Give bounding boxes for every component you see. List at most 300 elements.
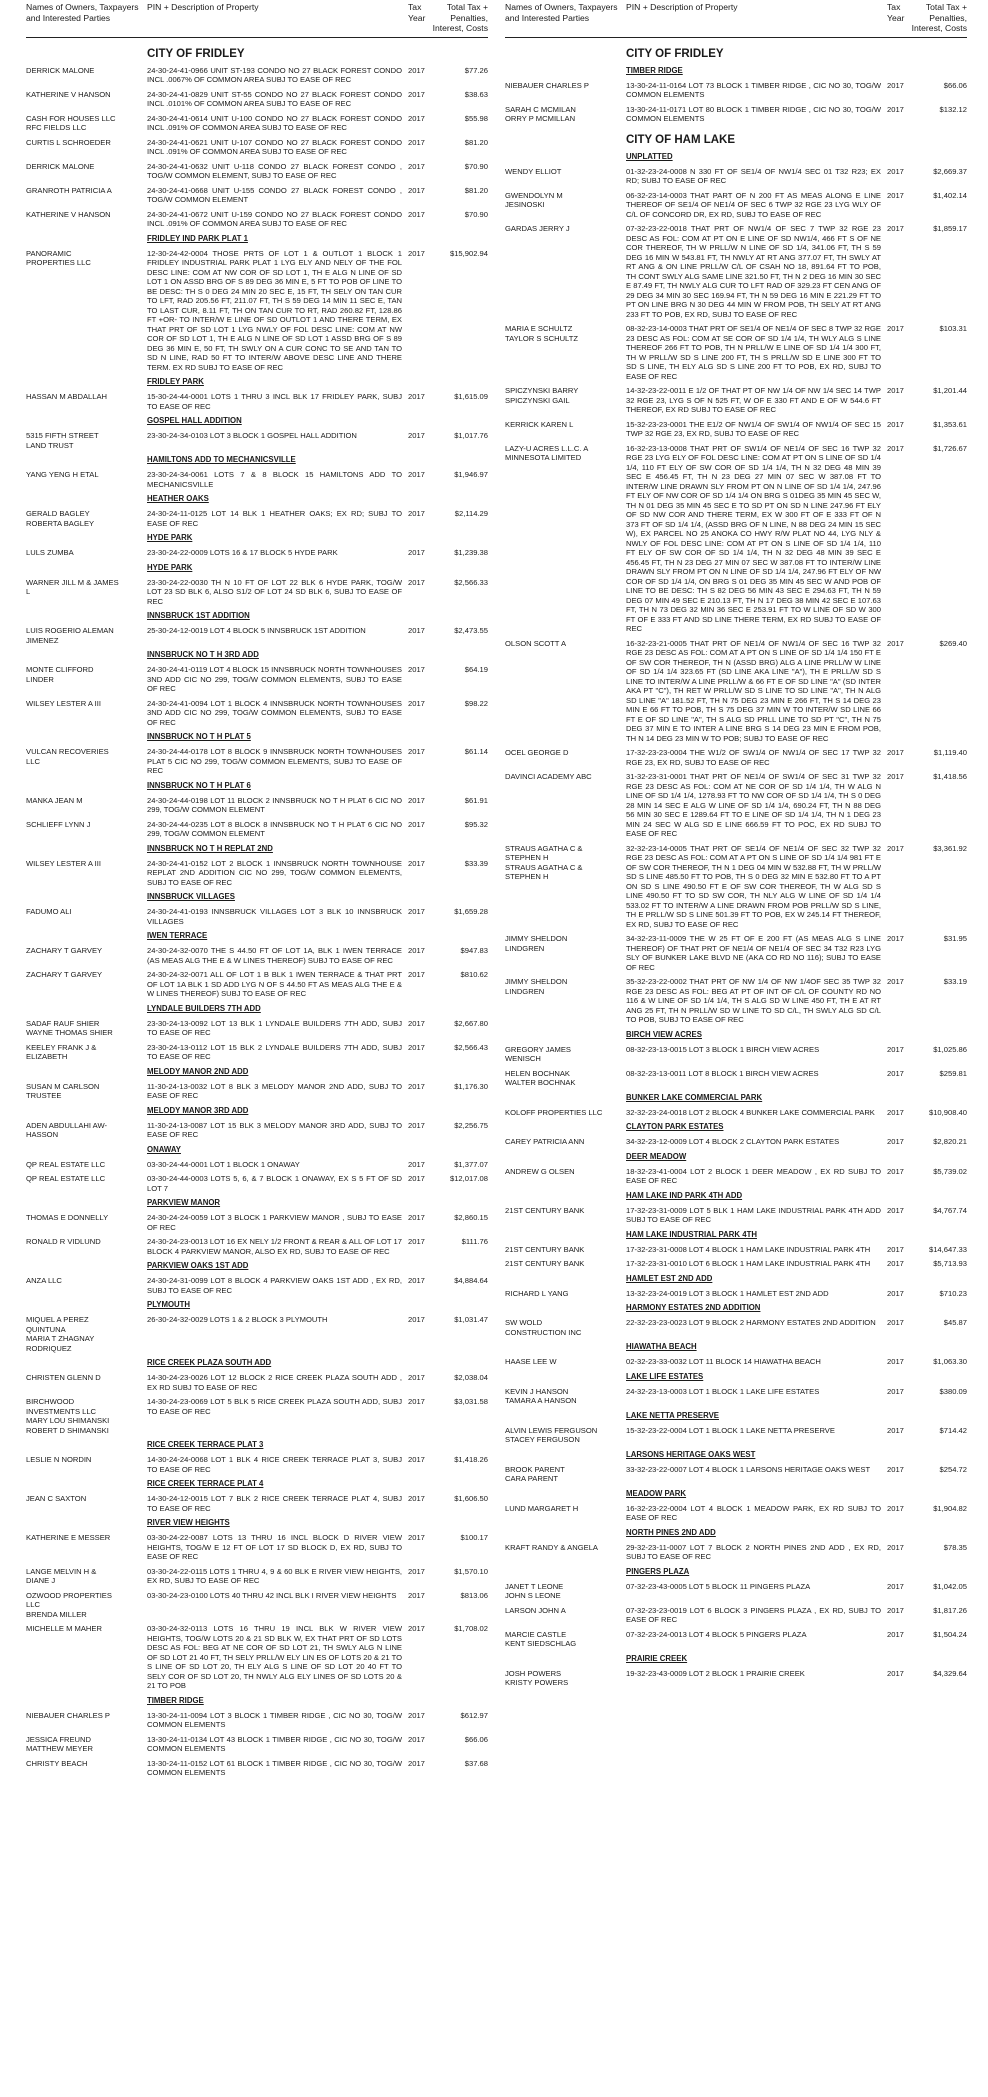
- property-description: 24-30-24-41-0152 LOT 2 BLOCK 1 INNSBRUCK NORTH TOWNHOUSE REPLAT 2ND ADDITION CIC NO 299, TOG/W COMMON ELEMENTS, SUBJ TO EASE OF REC: [147, 858, 402, 887]
- parcel-row: [26, 626, 488, 645]
- entries-left: [26, 47, 488, 1778]
- total-tax-amount: $1,418.26: [454, 1455, 488, 1464]
- parcel-row: [26, 796, 488, 815]
- property-description: 34-32-23-11-0009 THE W 25 FT OF E 200 FT (AS MEAS ALG S LINE THEREOF) OF THAT PRT OF NE1/4 OF NE1/4 OF SEC 34 T32 R23 LYG SLY OF BUNKER LAKE BLVD NE (AKA CO RD NO 116); SUBJ TO EASE OF REC: [626, 934, 881, 972]
- tax-year: 2017: [408, 1710, 425, 1720]
- tax-year: 2017: [408, 1174, 425, 1183]
- owner-name: KEVIN J HANSON TAMARA A HANSON: [505, 1386, 577, 1405]
- tax-year: 2017: [887, 1503, 904, 1513]
- total-tax-amount: $2,566.33: [454, 577, 488, 587]
- property-description: 29-32-23-11-0007 LOT 7 BLOCK 2 NORTH PINES 2ND ADD , EX RD, SUBJ TO EASE OF REC: [626, 1542, 881, 1561]
- owner-name: KATHERINE V HANSON: [26, 209, 111, 219]
- tax-year: 2017: [887, 1044, 904, 1054]
- property-description: 17-32-23-23-0004 THE W1/2 OF SW1/4 OF NW1/4 OF SEC 17 TWP 32 RGE 23, EX RD, SUBJ TO EASE OF REC: [626, 748, 881, 767]
- subdivision-heading: IWEN TERRACE: [147, 931, 208, 940]
- tax-year: 2017: [887, 1464, 904, 1474]
- parcel-row: [26, 431, 488, 450]
- property-description: 24-30-24-41-0672 UNIT U-159 CONDO NO 27 BLACK FOREST CONDO INCL .091% OF COMMON AREA SUBJ TO EASE OF REC: [147, 209, 402, 228]
- parcel-row: [505, 1045, 967, 1064]
- tax-year: 2017: [887, 1357, 904, 1366]
- subdivision-heading: RICE CREEK TERRACE PLAT 3: [147, 1440, 264, 1449]
- subdivision-heading: NORTH PINES 2ND ADD: [626, 1527, 716, 1537]
- property-description: 08-32-23-13-0011 LOT 8 BLOCK 1 BIRCH VIEW ACRES: [626, 1068, 819, 1078]
- tax-year: 2017: [408, 1373, 425, 1382]
- tax-year: 2017: [887, 772, 904, 781]
- owner-name: STRAUS AGATHA C & STEPHEN H STRAUS AGATHA C & STEPHEN H: [505, 843, 583, 881]
- subdivision-heading: FRIDLEY PARK: [147, 377, 204, 386]
- owner-name: 21ST CENTURY BANK: [505, 1259, 585, 1268]
- parcel-row: [505, 639, 967, 744]
- owner-name: YANG YENG H ETAL: [26, 470, 99, 479]
- owner-name: GRANROTH PATRICIA A: [26, 185, 112, 195]
- parcel-row: [505, 81, 967, 100]
- tax-year: 2017: [887, 748, 904, 757]
- parcel-row: [505, 1606, 967, 1625]
- owner-name: JEAN C SAXTON: [26, 1494, 87, 1503]
- owner-name: 21ST CENTURY BANK: [505, 1205, 585, 1215]
- parcel-row: [505, 1318, 967, 1337]
- tax-year: 2017: [887, 1068, 904, 1078]
- tax-year: 2017: [408, 1315, 425, 1324]
- property-description: 16-32-23-22-0004 LOT 4 BLOCK 1 MEADOW PARK, EX RD SUBJ TO EASE OF REC: [626, 1503, 881, 1522]
- property-description: 16-32-23-13-0008 THAT PRT OF SW1/4 OF NE1/4 OF SEC 16 TWP 32 RGE 23 LYG ELY OF FOL DESC LINE: COM AT PT ON S LINE OF SD 1/4 1/4, 110 FT ELY OF SW COR OF SD 1/4 1/4, TH N 32 DEG 48 MIN 39 SEC E 456.45 FT, TH N 23 DEG 27 MIN 07 SEC W 387.08 FT TO INTER/W LINE DRAWN SLY FROM PT ON N LINE OF SD 1/4 1/4, 247.96 FT ELY OF NW COR OF SD 1/4 1/4 ON BRG S 01DEG 35 MIN 45 SEC W, TH N 01 DEG 35 MIN 45 SEC E TO SD PT ON SD N LINE 247.96 FT ELY OF SD NW COR AND THERE TERM, EX W 300 FT OF E 333 FT OF N 373 FT OF SD 1/4 1/4, (ASSD BRG OF N LINE, N 88 DEG 24 MIN 15 SEC W), EX PARCEL NO 25 ANOKA CO HWY R/W PLAT NO 44, LYG NLY & NWLY OF FOL DESC LINE: COM AT PT ON S LINE OF SD 1/4 1/4, 110 FT ELY OF SW COR OF SD 1/4 1/4, TH N 32 DEG 48 MIN 39 SEC E 456.45 FT, TH N 23 DEG 27 MIN 07 SEC W 387.08 FT TO INTER/W LINE DRAWN SLY FROM PT ON N LINE OF SD 1/4 1/4, 247.96 FT ELY OF NW COR OF SD 1/4 1/4, ON BRG S 01 DEG 35 MIN 45 SEC W AND POB OF LINE TO BE DESC: TH S 82 DEG 56 MIN 43 SEC E 294.63 FT, TH N 59 DEG 07 MIN 49 SEC E 210.13 FT, TH N 17 DEG 38 MIN 42 SEC E 107.63 FT, TH N 73 DEG 32 MIN 36 SEC E 253.91 FT TO W LINE OF SD W 300 FT OF E 333 FT AND SD LINE THERE TERM, EX RD SUBJ TO EASE OF REC: [626, 443, 881, 633]
- subdivision-heading: FRIDLEY IND PARK PLAT 1: [147, 233, 248, 243]
- property-description: 22-32-23-23-0023 LOT 9 BLOCK 2 HARMONY ESTATES 2ND ADDITION: [626, 1318, 876, 1327]
- owner-name: 5315 FIFTH STREET LAND TRUST: [26, 431, 99, 450]
- tax-year: 2017: [408, 1734, 425, 1744]
- parcel-row: [26, 578, 488, 607]
- parcel-row: [26, 1276, 488, 1295]
- parcel-row: [505, 1206, 967, 1225]
- parcel-row: [505, 1426, 967, 1445]
- property-description: 15-32-23-23-0001 THE E1/2 OF NW1/4 OF SW1/4 OF NW1/4 OF SEC 15 TWP 32 RGE 23, EX RD, SUBJ TO EASE OF REC: [626, 419, 881, 438]
- parcel-row: [505, 1259, 967, 1269]
- property-description: 07-32-23-43-0005 LOT 5 BLOCK 11 PINGERS PLAZA: [626, 1581, 811, 1591]
- subdivision-heading: INNSBRUCK NO T H PLAT 6: [147, 780, 251, 790]
- property-description: 14-30-24-12-0015 LOT 7 BLK 2 RICE CREEK TERRACE PLAT 4, SUBJ TO EASE OF REC: [147, 1494, 402, 1513]
- parcel-row: [26, 1624, 488, 1691]
- property-description: 12-30-24-42-0004 THOSE PRTS OF LOT 1 & OUTLOT 1 BLOCK 1 FRIDLEY INDUSTRIAL PARK PLAT 1 LYG ELY AND NELY OF THE FOL DESC LINE: COM AT NW COR OF SD LOT 1, TH E ALG N LINE OF SD LOT 1 ON ASSD BRG OF S 89 DEG 36 MIN E, 5 FT TO POB OF LINE TO BE DESC: TH S 0 DEG 24 MIN 20 SEC E, 15 FT, TH SELY ON TAN CUR TO LFT, RAD 205.56 FT, 211.07 FT, TH S 59 DEG 14 MIN 11 SEC E, TAN TO LAST CUR, 8.11 FT, TH ON TAN CUR TO RT, RAD 260.82 FT, 128.86 FT +OR- TO INTER/W E LINE OF SD OUTLOT 1 AND THERE TERM, EX THAT PRT OF SD LOT 1 LYG NWLY OF FOL DESC LINE: COM AT NW COR OF SD LOT 1, TH E ALG N LINE OF SD LOT 1 ASSD BRG OF S 89 DEG 36 MIN E, 50 FT, TH SWLY ON A CUR CONC TO SE AND TAN TO SD N LINE, RAD 50 FT TO INTER/W ABOVE DESC LINE AND THERE TERM. EX RD SUBJ TO EASE OF REC: [147, 248, 402, 372]
- tax-year: 2017: [887, 1107, 904, 1117]
- parcel-row: [505, 844, 967, 930]
- owner-name: LAZY-U ACRES L.L.C. A MINNESOTA LIMITED: [505, 443, 589, 462]
- total-tax-amount: $4,767.74: [933, 1205, 967, 1215]
- owner-name: NIEBAUER CHARLES P: [505, 80, 589, 90]
- owner-name: LUND MARGARET H: [505, 1503, 579, 1513]
- subdivision-heading: MELODY MANOR 3RD ADD: [147, 1105, 249, 1115]
- property-description: 33-32-23-22-0007 LOT 4 BLOCK 1 LARSONS HERITAGE OAKS WEST: [626, 1464, 871, 1474]
- tax-year: 2017: [887, 1244, 904, 1254]
- parcel-row: [505, 934, 967, 972]
- subdivision-heading: RICE CREEK TERRACE PLAT 4: [147, 1479, 264, 1488]
- owner-name: JESSICA FREUND MATTHEW MEYER: [26, 1734, 93, 1753]
- property-description: 26-30-24-32-0029 LOTS 1 & 2 BLOCK 3 PLYMOUTH: [147, 1315, 328, 1324]
- tax-year: 2017: [887, 224, 904, 233]
- owner-name: OLSON SCOTT A: [505, 638, 567, 648]
- owner-name: PANORAMIC PROPERTIES LLC: [26, 248, 91, 267]
- tax-year: 2017: [408, 1624, 425, 1633]
- total-tax-amount: $1,615.09: [454, 392, 488, 401]
- tax-year: 2017: [887, 1386, 904, 1396]
- property-description: 24-30-24-41-0966 UNIT ST-193 CONDO NO 27 BLACK FOREST CONDO INCL .0067% OF COMMON AREA SUBJ TO EASE OF REC: [147, 65, 402, 84]
- parcel-row: [26, 1121, 488, 1140]
- owner-name: THOMAS E DONNELLY: [26, 1213, 109, 1222]
- property-description: 24-30-24-41-0621 UNIT U-107 CONDO NO 27 BLACK FOREST CONDO INCL .091% OF COMMON AREA SUBJ TO EASE OF REC: [147, 137, 402, 156]
- total-tax-amount: $77.26: [464, 65, 488, 75]
- property-description: 03-30-24-22-0087 LOTS 13 THRU 16 INCL BLOCK D RIVER VIEW HEIGHTS, TOG/W E 12 FT OF LOT 17 SD BLOCK D, EX RD, SUBJ TO EASE OF REC: [147, 1533, 402, 1561]
- tax-year: 2017: [408, 161, 425, 171]
- subdivision-heading: INNSBRUCK NO T H 3RD ADD: [147, 650, 259, 659]
- tax-year: 2017: [887, 1629, 904, 1639]
- tax-year: 2017: [887, 386, 904, 395]
- parcel-row: [505, 1167, 967, 1186]
- parcel-row: [26, 1735, 488, 1754]
- owner-name: OCEL GEORGE D: [505, 748, 569, 757]
- property-description: 24-30-24-41-0094 LOT 1 BLOCK 4 INNSBRUCK NORTH TOWNHOUSES 3ND ADD CIC NO 299, TOG/W COMMON ELEMENTS, SUBJ TO EASE OF REC: [147, 698, 402, 727]
- parcel-row: [26, 699, 488, 728]
- owner-name: SADAF RAUF SHIER WAYNE THOMAS SHIER: [26, 1018, 113, 1037]
- total-tax-amount: $1,817.26: [933, 1605, 967, 1615]
- total-tax-amount: $810.62: [460, 970, 488, 979]
- owner-name: ADEN ABDULLAHI AW- HASSON: [26, 1120, 108, 1139]
- subdivision-heading: LYNDALE BUILDERS 7TH ADD: [147, 1003, 261, 1013]
- property-description: 34-32-23-12-0009 LOT 4 BLOCK 2 CLAYTON PARK ESTATES: [626, 1137, 840, 1146]
- total-tax-amount: $1,946.97: [454, 470, 488, 479]
- subdivision-heading: INNSBRUCK VILLAGES: [147, 892, 235, 901]
- tax-year: 2017: [887, 638, 904, 648]
- city-heading: CITY OF FRIDLEY: [147, 47, 245, 60]
- owner-name: RONALD R VIDLUND: [26, 1237, 101, 1246]
- tax-year: 2017: [887, 1137, 904, 1146]
- owner-name: JIMMY SHELDON LINDGREN: [505, 977, 568, 996]
- property-description: 24-30-24-41-0829 UNIT ST-55 CONDO NO 27 BLACK FOREST CONDO INCL .0101% OF COMMON AREA SUBJ TO EASE OF REC: [147, 89, 402, 108]
- parcel-row: [505, 191, 967, 220]
- tax-year: 2017: [887, 1542, 904, 1552]
- header-tax-year: Tax Year: [887, 2, 905, 23]
- property-description: 24-30-24-31-0099 LOT 8 BLOCK 4 PARKVIEW OAKS 1ST ADD , EX RD, SUBJ TO EASE OF REC: [147, 1276, 402, 1295]
- total-tax-amount: $1,176.30: [454, 1081, 488, 1091]
- parcel-row: [505, 444, 967, 634]
- total-tax-amount: $1,042.05: [933, 1581, 967, 1591]
- tax-year: 2017: [408, 1758, 425, 1768]
- parcel-row: [505, 167, 967, 186]
- parcel-row: [26, 470, 488, 489]
- owner-name: SARAH C MCMILAN ORRY P MCMILLAN: [505, 104, 576, 123]
- total-tax-amount: $2,820.21: [933, 1137, 967, 1146]
- total-tax-amount: $254.72: [939, 1464, 967, 1474]
- tax-year: 2017: [408, 626, 425, 635]
- total-tax-amount: $1,402.14: [933, 190, 967, 200]
- tax-year: 2017: [408, 1042, 425, 1052]
- tax-year: 2017: [887, 419, 904, 429]
- parcel-row: [26, 1494, 488, 1513]
- total-tax-amount: $2,667.80: [454, 1018, 488, 1028]
- owner-name: KATHERINE E MESSER: [26, 1533, 111, 1542]
- subdivision-heading: MEADOW PARK: [626, 1488, 687, 1498]
- subdivision-heading: HARMONY ESTATES 2ND ADDITION: [626, 1303, 761, 1312]
- parcel-row: [505, 1669, 967, 1688]
- total-tax-amount: $38.63: [464, 89, 488, 99]
- owner-name: WARNER JILL M & JAMES L: [26, 577, 119, 596]
- property-description: 14-30-24-24-0068 LOT 1 BLK 4 RICE CREEK TERRACE PLAT 3, SUBJ TO EASE OF REC: [147, 1455, 402, 1474]
- total-tax-amount: $33.19: [943, 977, 967, 986]
- property-description: 32-32-23-14-0005 THAT PRT OF SE1/4 OF NE1/4 OF SEC 32 TWP 32 RGE 23 DESC AS FOL: COM AT A PT ON S LINE OF SD 1/4 1/4 981 FT E OF SW COR THEREOF, TH N 1 DEG 04 MIN W 532.88 FT, TH W PRLL/W SD S LINE 485.50 FT TO POB, TH S 0 DEG 32 MIN E 532.80 FT TO A PT ON SD S LINE 490.50 FT E OF SW COR THEREOF, TH W ALG SD S LINE 490.50 FT TO SD SW COR, TH NLY ALG W LINE OF SD 1/4 1/4 533.02 FT TO INTER/W A LINE DRAWN FROM POB PRLL/W SD S LINE, TH E PRLL/W SD S LINE 501.39 FT TO POB, EX W 245.14 FT THEREOF, EX RD, SUBJ TO EASE OF REC: [626, 843, 881, 929]
- owner-name: FADUMO ALI: [26, 907, 72, 916]
- owner-name: RICHARD L YANG: [505, 1288, 569, 1298]
- parcel-row: [505, 224, 967, 319]
- parcel-row: [26, 1455, 488, 1474]
- parcel-row: [26, 1397, 488, 1435]
- property-description: 13-30-24-11-0171 LOT 80 BLOCK 1 TIMBER RIDGE , CIC NO 30, TOG/W COMMON ELEMENTS: [626, 104, 881, 123]
- property-description: 23-30-24-34-0061 LOTS 7 & 8 BLOCK 15 HAMILTONS ADD TO MECHANICSVILLE: [147, 470, 402, 489]
- parcel-row: [26, 162, 488, 181]
- owner-name: ANZA LLC: [26, 1276, 62, 1285]
- total-tax-amount: $5,739.02: [933, 1166, 967, 1176]
- owner-name: WILSEY LESTER A III: [26, 698, 101, 708]
- parcel-row: [505, 1465, 967, 1484]
- tax-year: 2017: [408, 1081, 425, 1091]
- city-heading: CITY OF FRIDLEY: [626, 47, 724, 60]
- tax-year: 2017: [887, 1425, 904, 1435]
- owner-name: KRAFT RANDY & ANGELA: [505, 1542, 598, 1552]
- subdivision-heading: HYDE PARK: [147, 533, 193, 542]
- owner-name: MANKA JEAN M: [26, 795, 83, 805]
- total-tax-amount: $1,726.67: [933, 443, 967, 453]
- parcel-row: [26, 1043, 488, 1062]
- owner-name: GWENDOLYN M JESINOSKI: [505, 190, 563, 209]
- subdivision-heading: CLAYTON PARK ESTATES: [626, 1122, 724, 1131]
- owner-name: CASH FOR HOUSES LLC RFC FIELDS LLC: [26, 113, 116, 132]
- tax-year: 2017: [408, 698, 425, 708]
- parcel-row: [26, 1711, 488, 1730]
- owner-name: KEELEY FRANK J & ELIZABETH: [26, 1042, 97, 1061]
- parcel-row: [505, 1108, 967, 1118]
- tax-year: 2017: [408, 248, 425, 258]
- subdivision-heading: HAMILTONS ADD TO MECHANICSVILLE: [147, 455, 296, 464]
- subdivision-heading: HYDE PARK: [147, 562, 193, 572]
- property-description: 15-32-23-22-0004 LOT 1 BLOCK 1 LAKE NETTA PRESERVE: [626, 1425, 835, 1435]
- property-description: 17-32-23-31-0008 LOT 4 BLOCK 1 HAM LAKE INDUSTRIAL PARK 4TH: [626, 1244, 871, 1254]
- total-tax-amount: $100.17: [460, 1533, 488, 1542]
- owner-name: SPICZYNSKI BARRY SPICZYNSKI GAIL: [505, 386, 579, 405]
- owner-name: GREGORY JAMES WENISCH: [505, 1044, 571, 1063]
- parcel-row: [26, 1591, 488, 1620]
- property-description: 23-30-24-13-0092 LOT 13 BLK 1 LYNDALE BUILDERS 7TH ADD, SUBJ TO EASE OF REC: [147, 1018, 402, 1037]
- total-tax-amount: $66.06: [943, 80, 967, 90]
- total-tax-amount: $2,038.04: [454, 1373, 488, 1382]
- parcel-row: [505, 772, 967, 839]
- parcel-row: [26, 907, 488, 926]
- owner-name: DERRICK MALONE: [26, 65, 95, 75]
- parcel-row: [26, 90, 488, 109]
- property-description: 24-30-24-41-0632 UNIT U-118 CONDO 27 BLACK FOREST CONDO , TOG/W COMMON ELEMENT, SUBJ TO EASE OF REC: [147, 161, 402, 180]
- property-description: 14-32-23-22-0011 E 1/2 OF THAT PT OF NW 1/4 OF NW 1/4 SEC 14 TWP 32 RGE 23, LYG S OF N 525 FT, W OF E 330 FT AND E OF W 544.6 FT THEREOF, EX RD SUBJ TO EASE OF REC: [626, 386, 881, 414]
- parcel-row: [26, 1160, 488, 1170]
- tax-year: 2017: [408, 1397, 425, 1406]
- total-tax-amount: $1,017.76: [454, 431, 488, 440]
- owner-name: DERRICK MALONE: [26, 161, 95, 171]
- owner-name: VULCAN RECOVERIES LLC: [26, 747, 109, 766]
- owner-name: CHRISTEN GLENN D: [26, 1373, 101, 1382]
- tax-year: 2017: [887, 80, 904, 90]
- total-tax-amount: $1,353.61: [933, 419, 967, 429]
- header-pin-description: PIN + Description of Property: [147, 2, 259, 12]
- total-tax-amount: $2,669.37: [933, 166, 967, 176]
- total-tax-amount: $2,860.15: [454, 1213, 488, 1222]
- property-description: 24-30-24-11-0125 LOT 14 BLK 1 HEATHER OAKS; EX RD; SUBJ TO EASE OF REC: [147, 509, 402, 528]
- column-header: [26, 0, 488, 38]
- property-description: 32-32-23-24-0018 LOT 2 BLOCK 4 BUNKER LAKE COMMERCIAL PARK: [626, 1107, 875, 1117]
- property-description: 35-32-23-22-0002 THAT PRT OF NW 1/4 OF NW 1/4OF SEC 35 TWP 32 RGE 23 DESC AS FOL: BEG AT PT OF INT OF C/L OF COUNTY RD NO 116 & W LINE OF SD 1/4 1/4, TH S ALG SD W LINE 450 FT, TH E AT RT ANG 25 FT, TH N PRLL/W SD W LINE TO SD C/L, TH SWLY ALG SD C/L TO POB, SUBJ TO EASE OF REC: [626, 977, 881, 1024]
- tax-year: 2017: [408, 1159, 425, 1169]
- tax-year: 2017: [408, 89, 425, 99]
- property-description: 13-30-24-11-0164 LOT 73 BLOCK 1 TIMBER RIDGE , CIC NO 30, TOG/W COMMON ELEMENTS: [626, 80, 881, 99]
- total-tax-amount: $55.98: [464, 113, 488, 123]
- total-tax-amount: $4,884.64: [454, 1276, 488, 1285]
- owner-name: DAVINCI ACADEMY ABC: [505, 772, 592, 781]
- owner-name: BIRCHWOOD INVESTMENTS LLC MARY LOU SHIMANSKI ROBERT D SHIMANSKI: [26, 1397, 110, 1435]
- property-description: 24-30-24-41-0614 UNIT U-100 CONDO NO 27 BLACK FOREST CONDO INCL .091% OF COMMON AREA SUBJ TO EASE OF REC: [147, 113, 402, 132]
- owner-name: ALVIN LEWIS FERGUSON STACEY FERGUSON: [505, 1425, 598, 1444]
- parcel-row: [26, 859, 488, 888]
- total-tax-amount: $103.31: [939, 324, 967, 333]
- subdivision-heading: TIMBER RIDGE: [147, 1695, 204, 1705]
- parcel-row: [26, 186, 488, 205]
- property-description: 24-30-24-44-0178 LOT 8 BLOCK 9 INNSBRUCK NORTH TOWNHOUSES PLAT 5 CIC NO 299, TOG/W COMMON ELEMENTS, SUBJ TO EASE OF REC: [147, 747, 402, 775]
- property-description: 24-30-24-44-0198 LOT 11 BLOCK 2 INNSBRUCK NO T H PLAT 6 CIC NO 299, TOG/W COMMON ELEMENT: [147, 795, 402, 814]
- subdivision-heading: PARKVIEW MANOR: [147, 1198, 221, 1207]
- parcel-row: [26, 1315, 488, 1353]
- column-header: [505, 0, 967, 38]
- parcel-row: [505, 1069, 967, 1088]
- parcel-row: [505, 1543, 967, 1562]
- header-total-tax: Total Tax + Penalties, Interest, Costs: [911, 2, 967, 33]
- subdivision-heading: PRAIRIE CREEK: [626, 1653, 688, 1663]
- property-description: 11-30-24-13-0032 LOT 8 BLK 3 MELODY MANOR 2ND ADD, SUBJ TO EASE OF REC: [147, 1081, 402, 1100]
- property-description: 24-30-24-41-0668 UNIT U-155 CONDO 27 BLACK FOREST CONDO , TOG/W COMMON ELEMENT: [147, 185, 402, 204]
- parcel-row: [26, 1213, 488, 1232]
- property-description: 17-32-23-31-0009 LOT 5 BLK 1 HAM LAKE INDUSTRIAL PARK 4TH ADD SUBJ TO EASE OF REC: [626, 1205, 881, 1224]
- property-description: 07-32-23-24-0013 LOT 4 BLOCK 5 PINGERS PLAZA: [626, 1629, 807, 1639]
- property-description: 03-30-24-22-0115 LOTS 1 THRU 4, 9 & 60 BLK E RIVER VIEW HEIGHTS, EX RD, SUBJ TO EASE OF REC: [147, 1566, 402, 1585]
- property-description: 24-30-24-41-0119 LOT 4 BLOCK 15 INNSBRUCK NORTH TOWNHOUSES 3ND ADD CIC NO 299, TOG/W COMMON ELEMENTS, SUBJ TO EASE OF REC: [147, 665, 402, 693]
- owner-name: JIMMY SHELDON LINDGREN: [505, 934, 568, 953]
- subdivision-heading: LARSONS HERITAGE OAKS WEST: [626, 1449, 756, 1459]
- owner-name: NIEBAUER CHARLES P: [26, 1710, 110, 1720]
- total-tax-amount: $1,659.28: [454, 907, 488, 916]
- total-tax-amount: $33.39: [464, 858, 488, 868]
- header-tax-year: Tax Year: [408, 2, 426, 23]
- tax-year: 2017: [408, 819, 425, 829]
- property-description: 03-30-24-44-0001 LOT 1 BLOCK 1 ONAWAY: [147, 1159, 300, 1169]
- owner-name: WILSEY LESTER A III: [26, 858, 101, 868]
- tax-year: 2017: [408, 1533, 425, 1542]
- owner-name: MIQUEL A PEREZ QUINTUNA MARIA T ZHAGNAY RODRIQUEZ: [26, 1315, 95, 1353]
- owner-name: LESLIE N NORDIN: [26, 1455, 92, 1464]
- total-tax-amount: $1,504.24: [933, 1629, 967, 1639]
- property-description: 24-30-24-24-0059 LOT 3 BLOCK 1 PARKVIEW MANOR , SUBJ TO EASE OF REC: [147, 1213, 402, 1232]
- total-tax-amount: $1,119.40: [933, 748, 967, 757]
- tax-year: 2017: [408, 548, 425, 557]
- property-description: 24-30-24-23-0013 LOT 16 EX NELY 1/2 FRONT & REAR & ALL OF LOT 17 BLOCK 4 PARKVIEW MANOR, ALSO EX RD, SUBJ TO EASE OF REC: [147, 1237, 402, 1256]
- tax-year: 2017: [408, 1455, 425, 1464]
- property-description: 14-30-24-23-0026 LOT 12 BLOCK 2 RICE CREEK PLAZA SOUTH ADD , EX RD SUBJ TO EASE OF REC: [147, 1373, 402, 1392]
- parcel-row: [26, 1759, 488, 1778]
- property-description: 15-30-24-44-0001 LOTS 1 THRU 3 INCL BLK 17 FRIDLEY PARK, SUBJ TO EASE OF REC: [147, 392, 402, 411]
- tax-year: 2017: [408, 1120, 425, 1130]
- total-tax-amount: $1,708.02: [454, 1624, 488, 1633]
- tax-year: 2017: [887, 1259, 904, 1268]
- property-description: 03-30-24-32-0113 LOTS 16 THRU 19 INCL BLK W RIVER VIEW HEIGHTS, TOG/W LOTS 20 & 21 SD BLK W, EX THAT PRT OF SD LOTS DESC AS FOL: BEG AT NE COR OF SD LOT 21, TH SWLY ALG N LINE OF SD LOT 21 40 FT, TH SELY PRLL/W ELY LIN ES OF LOTS 20 & 21 TO S LINE OF SD LOT 20, TH ELY ALG S LINE OF SD LOT 20 40 FT TO SELY COR OF SD LOT 20, TH NWLY ALG ELY LINES OF SD LOTS 20 & 21 TO POB: [147, 1624, 402, 1690]
- tax-year: 2017: [408, 577, 425, 587]
- tax-year: 2017: [887, 443, 904, 453]
- tax-year: 2017: [408, 209, 425, 219]
- entries-right: [505, 47, 967, 1688]
- property-description: 24-30-24-32-0071 ALL OF LOT 1 B BLK 1 IWEN TERRACE & THAT PRT OF LOT 1A BLK 1 SD ADD LYG N OF S 44.50 FT AS MEAS ALG THE E & W LINES THEREOF) SUBJ TO EASE OF REC: [147, 970, 402, 998]
- subdivision-heading: HAM LAKE IND PARK 4TH ADD: [626, 1190, 743, 1200]
- tax-year: 2017: [887, 934, 904, 943]
- property-description: 23-30-24-22-0030 TH N 10 FT OF LOT 22 BLK 6 HYDE PARK, TOG/W LOT 23 SD BLK 6, ALSO S1/2 OF LOT 24 SD BLK 6, SUBJ TO EASE OF REC: [147, 577, 402, 606]
- subdivision-heading: HIAWATHA BEACH: [626, 1342, 697, 1351]
- total-tax-amount: $61.91: [464, 795, 488, 805]
- total-tax-amount: $1,904.82: [933, 1503, 967, 1513]
- tax-year: 2017: [408, 1237, 425, 1246]
- property-description: 23-30-24-34-0103 LOT 3 BLOCK 1 GOSPEL HALL ADDITION: [147, 431, 357, 440]
- property-description: 06-32-23-14-0003 THAT PART OF N 200 FT AS MEAS ALONG E LINE THEREOF OF SE1/4 OF NE1/4 OF SEC 6 TWP 32 RGE 23 LYG WLY OF C/L OF CONCORD DR, EX RD, SUBJ TO EASE OF REC: [626, 190, 881, 219]
- parcel-row: [505, 324, 967, 381]
- tax-year: 2017: [408, 113, 425, 123]
- owner-name: GARDAS JERRY J: [505, 224, 570, 233]
- total-tax-amount: $78.35: [943, 1542, 967, 1552]
- owner-name: MICHELLE M MAHER: [26, 1624, 102, 1633]
- subdivision-heading: RIVER VIEW HEIGHTS: [147, 1518, 230, 1527]
- right-column: [505, 0, 967, 2097]
- subdivision-heading: LAKE LIFE ESTATES: [626, 1371, 704, 1381]
- subdivision-heading: TIMBER RIDGE: [626, 65, 683, 75]
- owner-name: MONTE CLIFFORD LINDER: [26, 665, 94, 684]
- owner-name: QP REAL ESTATE LLC: [26, 1159, 106, 1169]
- property-description: 14-30-24-23-0069 LOT 5 BLK 5 RICE CREEK PLAZA SOUTH ADD, SUBJ TO EASE OF REC: [147, 1397, 402, 1416]
- total-tax-amount: $612.97: [460, 1710, 488, 1720]
- parcel-row: [505, 1504, 967, 1523]
- owner-name: HAASE LEE W: [505, 1357, 557, 1366]
- header-owner-names: Names of Owners, Taxpayers and Interested Parties: [26, 2, 139, 23]
- total-tax-amount: $3,031.58: [454, 1397, 488, 1406]
- tax-year: 2017: [408, 907, 425, 916]
- parcel-row: [505, 1289, 967, 1299]
- property-description: 02-32-23-33-0032 LOT 11 BLOCK 14 HIAWATHA BEACH: [626, 1357, 821, 1366]
- subdivision-heading: PARKVIEW OAKS 1ST ADD: [147, 1261, 249, 1270]
- total-tax-amount: $132.12: [939, 104, 967, 114]
- total-tax-amount: $1,063.30: [933, 1357, 967, 1366]
- parcel-row: [26, 509, 488, 528]
- tax-year: 2017: [408, 65, 425, 75]
- subdivision-heading: MELODY MANOR 2ND ADD: [147, 1066, 249, 1076]
- tax-year: 2017: [408, 137, 425, 147]
- parcel-row: [26, 1237, 488, 1256]
- subdivision-heading: DEER MEADOW: [626, 1151, 687, 1161]
- parcel-row: [26, 820, 488, 839]
- property-description: 23-30-24-13-0112 LOT 15 BLK 2 LYNDALE BUILDERS 7TH ADD, SUBJ TO EASE OF REC: [147, 1042, 402, 1061]
- property-description: 11-30-24-13-0087 LOT 15 BLK 3 MELODY MANOR 3RD ADD, SUBJ TO EASE OF REC: [147, 1120, 402, 1139]
- tax-year: 2017: [408, 470, 425, 479]
- tax-year: 2017: [887, 166, 904, 176]
- subdivision-heading: GOSPEL HALL ADDITION: [147, 416, 242, 425]
- total-tax-amount: $4,329.64: [933, 1668, 967, 1678]
- property-description: 24-30-24-44-0235 LOT 8 BLOCK 8 INNSBRUCK NO T H PLAT 6 CIC NO 299, TOG/W COMMON ELEMENT: [147, 819, 402, 838]
- tax-year: 2017: [408, 858, 425, 868]
- total-tax-amount: $1,606.50: [454, 1494, 488, 1503]
